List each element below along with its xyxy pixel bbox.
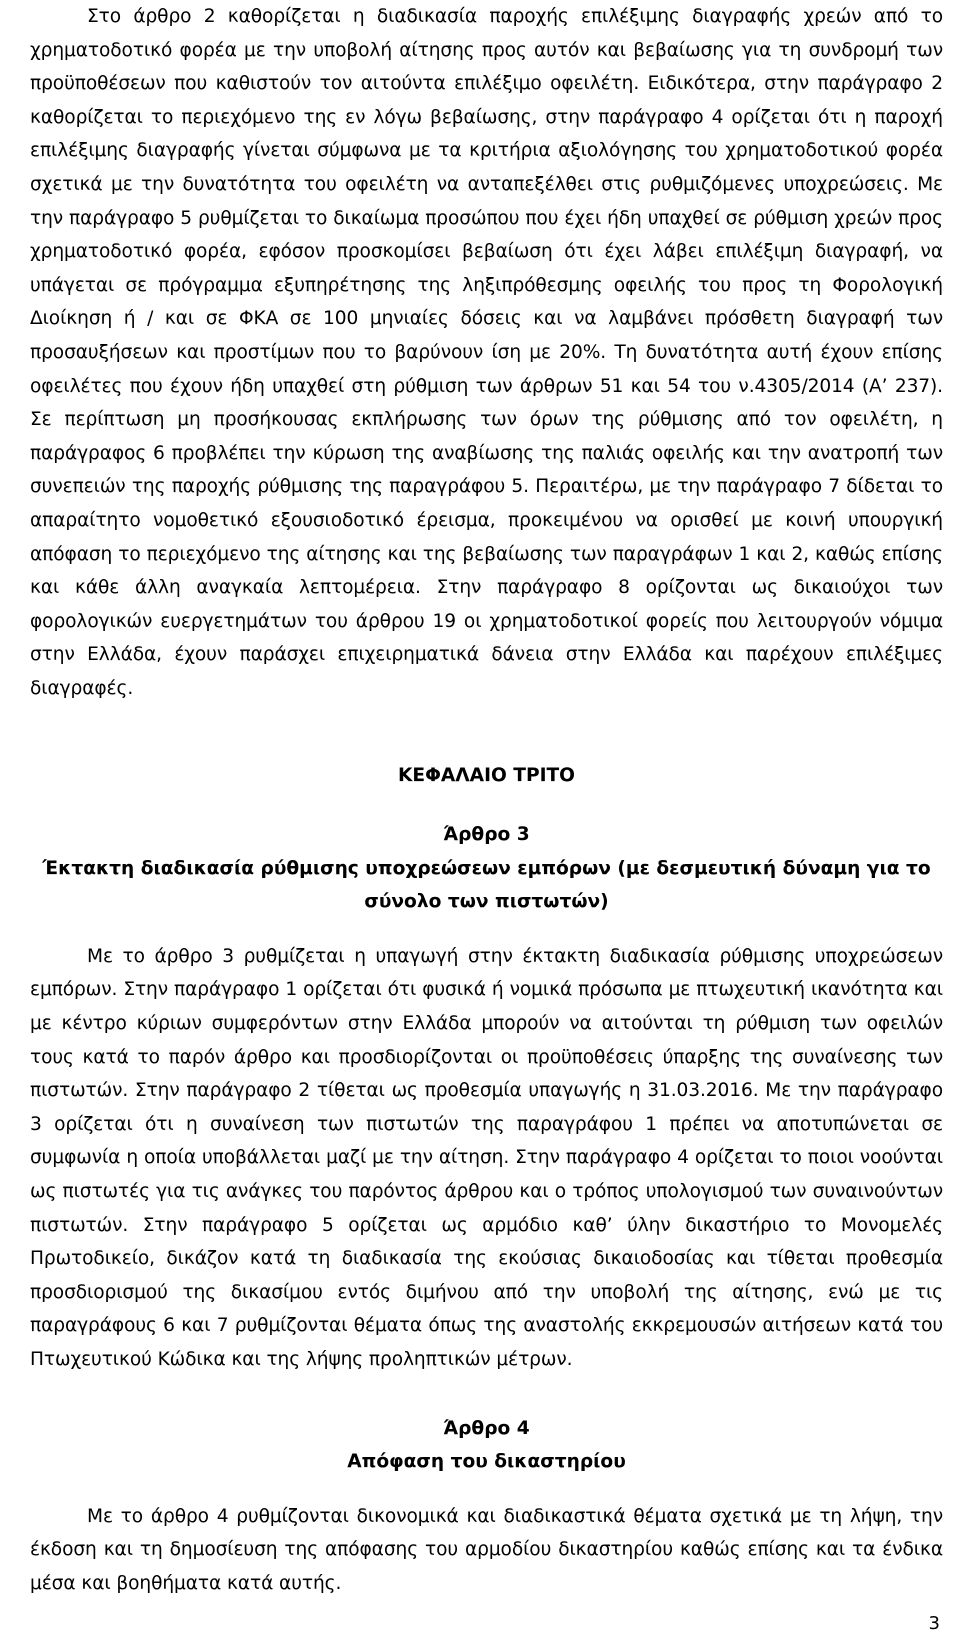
- paragraph-article-2-summary: Στο άρθρο 2 καθορίζεται η διαδικασία παροχής επιλέξιμης διαγραφής χρεών από το χρηματοδοτικό φορέα με την υποβολή αίτησης προς αυτόν και βεβαίωσης για τη συνδρομή των προϋποθέσεων που καθιστούν τον αιτούντα επιλέξιμο οφειλέτη. Ειδικότερα, στην παράγραφο 2 καθορίζεται το περιεχόμενο της εν λόγω βεβαίωσης, στην παράγραφο 4 ορίζεται ότι η παροχή επιλέξιμης διαγραφής γίνεται σύμφωνα με τα κριτήρια αξιολόγησης του χρηματοδοτικού φορέα σχετικά με την δυνατότητα του οφειλέτη να ανταπεξέλθει στις ρυθμιζόμενες υποχρεώσεις. Με την παράγραφο 5 ρυθμίζεται το δικαίωμα προσώπου που έχει ήδη υπαχθεί σε ρύθμιση χρεών προς χρηματοδοτικό φορέα, εφόσον προσκομίσει βεβαίωση ότι έχει λάβει επιλέξιμη διαγραφή, να υπάγεται σε πρόγραμμα εξυπηρέτησης της ληξιπρόθεσμης οφειλής του προς τη Φορολογική Διοίκηση ή / και σε ΦΚΑ σε 100 μηνιαίες δόσεις και να λαμβάνει πρόσθετη διαγραφή των προσαυξήσεων και προστίμων που το βαρύνουν ίση με 20%. Τη δυνατότητα αυτή έχουν επίσης οφειλέτες που έχουν ήδη υπαχθεί στη ρύθμιση των άρθρων 51 και 54 του ν.4305/2014 (Α’ 237). Σε περίπτωση μη προσήκουσας εκπλήρωσης των όρων της ρύθμισης από τον οφειλέτη, η παράγραφος 6 προβλέπει την κύρωση της αναβίωσης της παλιάς οφειλής και την ανατροπή των συνεπειών της παροχής ρύθμισης της παραγράφου 5. Περαιτέρω, με την παράγραφο 7 δίδεται το απαραίτητο νομοθετικό εξουσιοδοτικό έρεισμα, προκειμένου να ορισθεί με κοινή υπουργική απόφαση το περιεχόμενο της αίτησης και της βεβαίωσης των παραγράφων 1 και 2, καθώς επίσης και κάθε άλλη αναγκαία λεπτομέρεια. Στην παράγραφο 8 ορίζονται ως δικαιούχοι των φορολογικών ευεργετημάτων του άρθρου 19 οι χρηματοδοτικοί φορείς που λειτουργούν νόμιμα στην Ελλάδα, έχουν παράσχει επιχειρηματικά δάνεια στην Ελλάδα και παρέχουν επιλέξιμες διαγραφές.: [30, 6, 943, 699]
- article-3-number: Άρθρο 3: [443, 824, 530, 846]
- article-4-title: Απόφαση του δικαστηρίου: [347, 1451, 626, 1473]
- page-number: 3: [928, 1613, 940, 1634]
- article-4-text: Με το άρθρο 4 ρυθμίζονται δικονομικά και διαδικαστικά θέματα σχετικά με τη λήψη, την έκδοση και τη δημοσίευση της απόφασης του αρμοδίου δικαστηρίου καθώς επίσης και τα ένδικα μέσα και βοηθήματα κατά αυτής.: [30, 1505, 943, 1594]
- article-3-title: Έκτακτη διαδικασία ρύθμισης υποχρεώσεων εμπόρων (με δεσμευτική δύναμη για το σύνολο των πιστωτών): [42, 857, 931, 913]
- article-4-number: Άρθρο 4: [443, 1417, 530, 1439]
- document-page: [30, 0, 943, 1601]
- article-3-text: Με το άρθρο 3 ρυθμίζεται η υπαγωγή στην έκτακτη διαδικασία ρύθμισης υποχρεώσεων εμπόρων. Στην παράγραφο 1 ορίζεται ότι φυσικά ή νομικά πρόσωπα με πτωχευτική ικανότητα και με κέντρο κύριων συμφερόντων στην Ελλάδα μπορούν να αιτούνται τη ρύθμιση των οφειλών τους κατά το παρόν άρθρο και προσδιορίζονται οι προϋποθέσεις ύπαρξης της συναίνεσης των πιστωτών. Στην παράγραφο 2 τίθεται ως προθεσμία υπαγωγής η 31.03.2016. Με την παράγραφο 3 ορίζεται ότι η συναίνεση των πιστωτών της παραγράφου 1 πρέπει να αποτυπώνεται σε συμφωνία η οποία υποβάλλεται μαζί με την αίτηση. Στην παράγραφο 4 ορίζεται το ποιοι νοούνται ως πιστωτές για τις ανάγκες του παρόντος άρθρου και ο τρόπος υπολογισμού των συναινούντων πιστωτών. Στην παράγραφο 5 ορίζεται ως αρμόδιο καθ’ ύλην δικαστήριο το Μονομελές Πρωτοδικείο, δικάζον κατά τη διαδικασία της εκούσιας δικαιοδοσίας και τίθεται προθεσμία προσδιορισμού της δικασίμου εντός διμήνου από την υποβολή της αίτησης, ενώ με τις παραγράφους 6 και 7 ρυθμίζονται θέματα όπως της αναστολής εκκρεμουσών αιτήσεων κατά του Πτωχευτικού Κώδικα και της λήψης προληπτικών μέτρων.: [30, 945, 943, 1370]
- chapter-heading: ΚΕΦΑΛΑΙΟ ΤΡΙΤΟ: [397, 765, 575, 787]
